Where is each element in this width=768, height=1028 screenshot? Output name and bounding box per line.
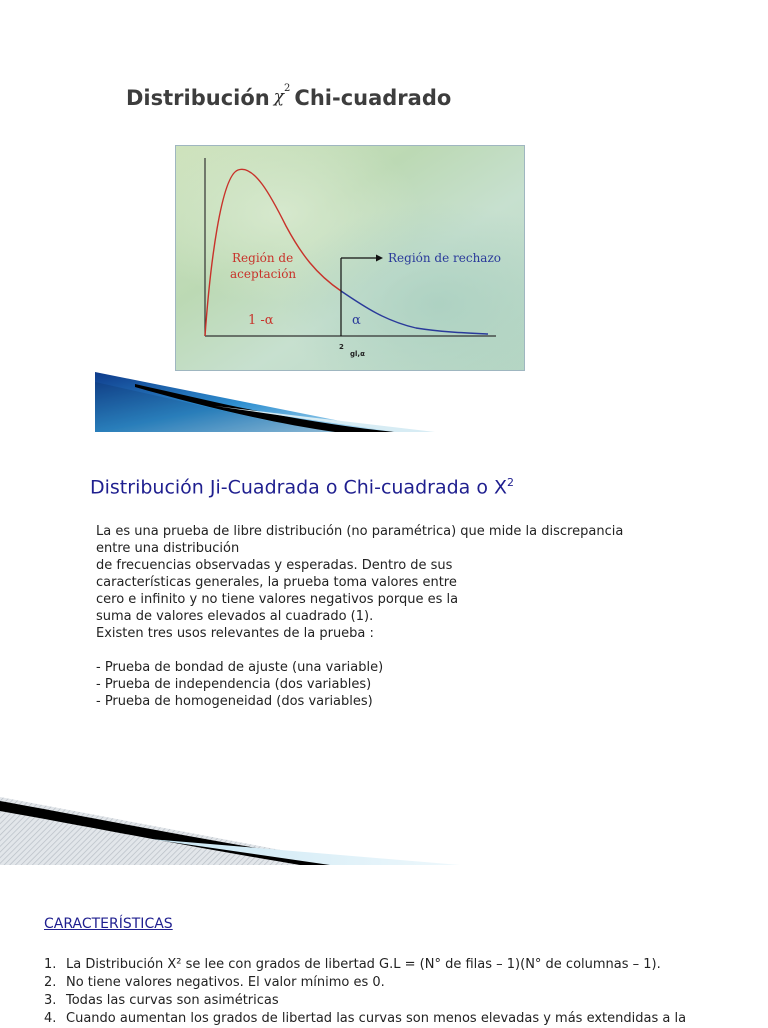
- paragraph-line: Existen tres usos relevantes de la prueba :: [96, 626, 374, 641]
- section-title: Distribución Ji-Cuadrada o Chi-cuadrada o $X^2$: [90, 476, 515, 499]
- chi-square-symbol: $\chi^2$: [273, 83, 291, 107]
- decorative-swoosh-bottom: [0, 795, 460, 867]
- use-item: - Prueba de independencia (dos variables): [96, 677, 372, 692]
- list-item: 3. Todas las curvas son asimétricas: [44, 993, 279, 1008]
- use-item: - Prueba de bondad de ajuste (una variable): [96, 660, 384, 675]
- description-paragraph: [96, 523, 696, 710]
- paragraph-line: características generales, la prueba toma valores entre: [96, 575, 457, 590]
- paragraph-gap: [96, 642, 696, 659]
- slide-title: [126, 83, 452, 110]
- list-item: 4. Cuando aumentan los grados de libertad las curvas son menos elevadas y más extendidas a la: [44, 1011, 687, 1026]
- list-item: 1. La Distribución X² se lee con grados de libertad G.L = (N° de filas – 1)(N° de columnas – 1).: [44, 957, 661, 972]
- paragraph-line: La es una prueba de libre distribución (no paramétrica) que mide la discrepancia: [96, 524, 624, 539]
- critical-value-sup: 2: [339, 343, 344, 351]
- title-suffix: Chi-cuadrado: [294, 86, 452, 110]
- list-item: 2. No tiene valores negativos. El valor mínimo es 0.: [44, 975, 385, 990]
- paragraph-line: de frecuencias observadas y esperadas. Dentro de sus: [96, 558, 453, 573]
- title-prefix: Distribución: [126, 86, 270, 110]
- paragraph-line: cero e infinito y no tiene valores negativos porque es la: [96, 592, 459, 607]
- use-item: - Prueba de homogeneidad (dos variables): [96, 694, 373, 709]
- acceptance-label-line2: aceptación: [230, 267, 297, 281]
- paragraph-line: entre una distribución: [96, 541, 240, 556]
- one-minus-alpha-label: 1 -α: [248, 313, 274, 328]
- critical-value-sub: gl,α: [350, 350, 365, 358]
- rejection-label: Región de rechazo: [388, 251, 502, 265]
- characteristics-heading: CARACTERÍSTICAS: [44, 916, 173, 932]
- chi-square-figure-svg: [176, 146, 525, 371]
- acceptance-label-line1: Región de: [232, 251, 294, 265]
- decorative-swoosh-top: [95, 372, 435, 434]
- chi-square-figure: [175, 145, 525, 371]
- alpha-label: α: [352, 313, 361, 328]
- paragraph-line: suma de valores elevados al cuadrado (1).: [96, 609, 374, 624]
- characteristics-list: [44, 956, 764, 1028]
